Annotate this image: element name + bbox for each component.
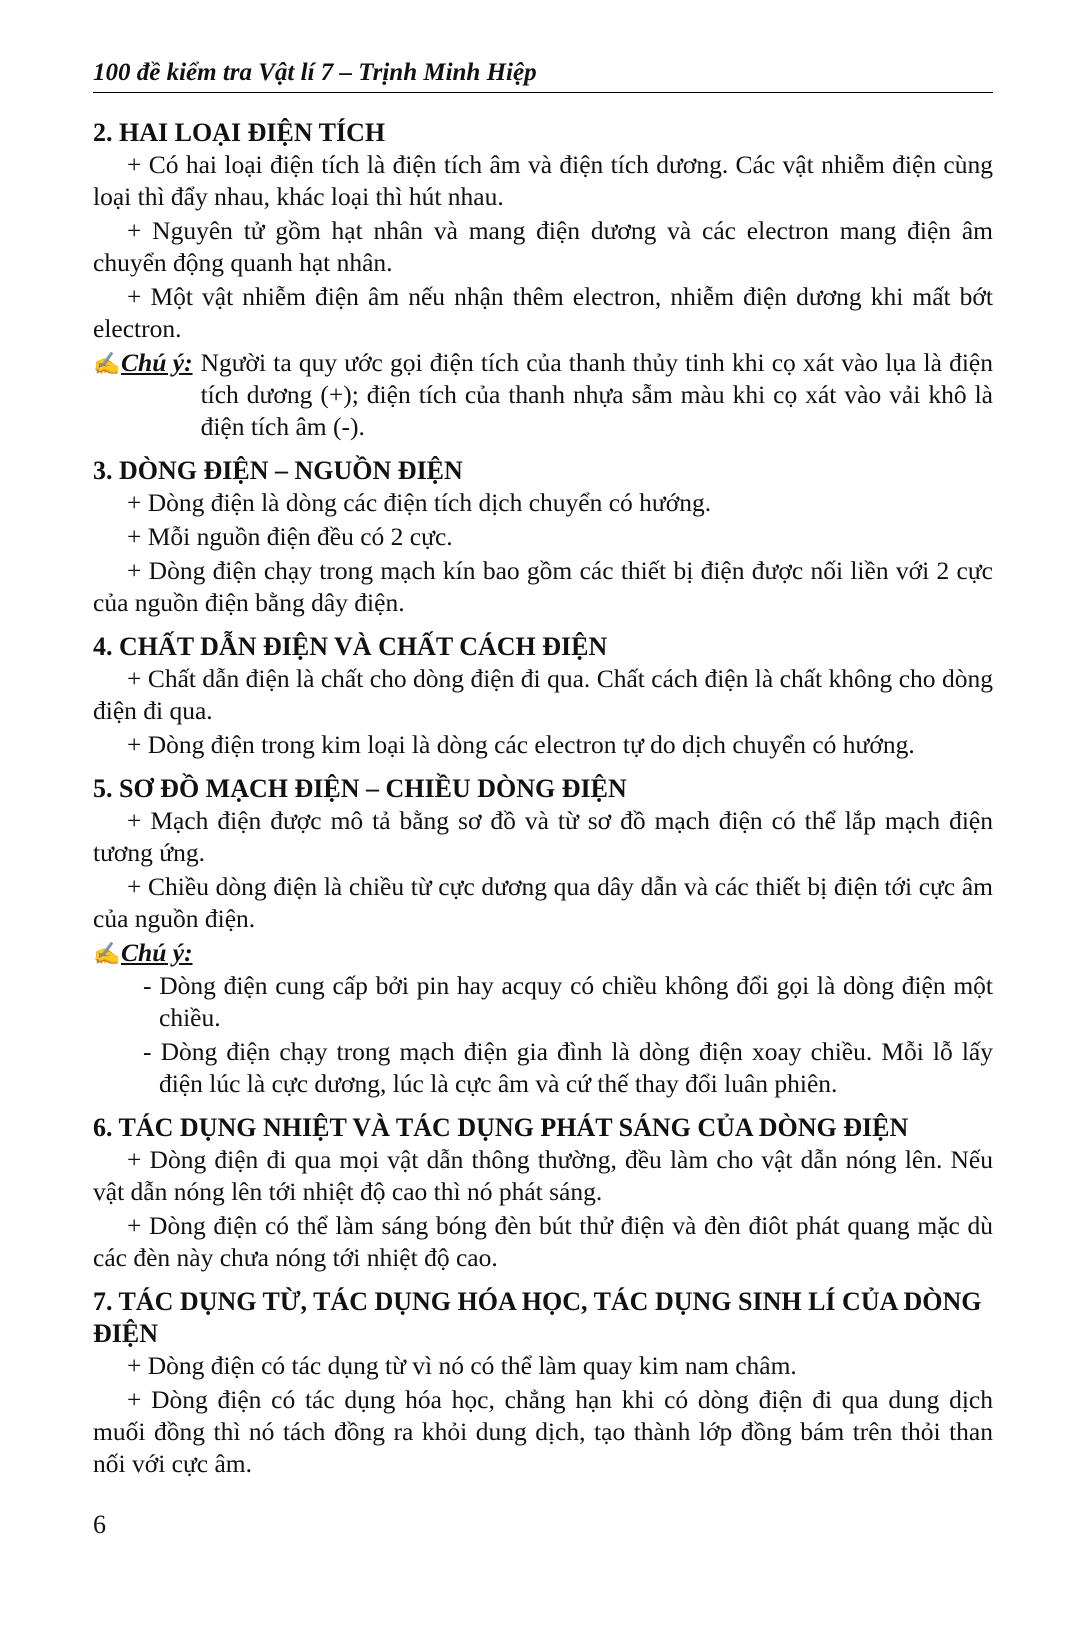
paragraph: + Dòng điện đi qua mọi vật dẫn thông thường, đều làm cho vật dẫn nóng lên. Nếu vật dẫn nóng lên tới nhiệt độ cao thì nó phát sáng. [93,1145,993,1206]
running-header: 100 đề kiểm tra Vật lí 7 – Trịnh Minh Hiệp [93,58,993,93]
pen-icon: ✍ [93,351,121,376]
note-bullet: - Dòng điện chạy trong mạch điện gia đình là dòng điện xoay chiều. Mỗi lỗ lấy điện lúc là cực dương, lúc là cực âm và cứ thế thay đổi luân phiên. [143,1037,993,1098]
note-text: Người ta quy ước gọi điện tích của thanh thủy tinh khi cọ xát vào lụa là điện tích dương (+); điện tích của thanh nhựa sẫm màu khi cọ xát vào vải khô là điện tích âm (-). [200,348,993,441]
section-title: 2. HAI LOẠI ĐIỆN TÍCH [93,118,386,147]
note-bullet: - Dòng điện cung cấp bởi pin hay acquy có chiều không đổi gọi là dòng điện một chiều. [143,971,993,1032]
paragraph: + Dòng điện có tác dụng từ vì nó có thể làm quay kim nam châm. [127,1351,797,1380]
paragraph: + Chất dẫn điện là chất cho dòng điện đi qua. Chất cách điện là chất không cho dòng điện đi qua. [93,664,993,725]
paragraph: + Chiều dòng điện là chiều từ cực dương qua dây dẫn và các thiết bị điện tới cực âm của nguồn điện. [93,872,993,933]
page-content [93,117,993,1480]
paragraph: + Dòng điện là dòng các điện tích dịch chuyển có hướng. [127,488,712,517]
section-title: 4. CHẤT DẪN ĐIỆN VÀ CHẤT CÁCH ĐIỆN [93,632,608,661]
page-number: 6 [93,1510,106,1539]
note [93,347,993,443]
pen-icon: ✍ [93,941,121,966]
paragraph: + Dòng điện trong kim loại là dòng các electron tự do dịch chuyển có hướng. [127,730,915,759]
note-label: Chú ý: [121,348,193,377]
paragraph: + Mạch điện được mô tả bằng sơ đồ và từ sơ đồ mạch điện có thể lắp mạch điện tương ứng. [93,806,993,867]
section-title: 7. TÁC DỤNG TỪ, TÁC DỤNG HÓA HỌC, TÁC DỤNG SINH LÍ CỦA DÒNG ĐIỆN [93,1287,982,1348]
paragraph: + Có hai loại điện tích là điện tích âm và điện tích dương. Các vật nhiễm điện cùng loại thì đẩy nhau, khác loại thì hút nhau. [93,150,993,211]
section-title: 5. SƠ ĐỒ MẠCH ĐIỆN – CHIỀU DÒNG ĐIỆN [93,774,627,803]
paragraph: + Nguyên tử gồm hạt nhân và mang điện dương và các electron mang điện âm chuyển động quanh hạt nhân. [93,216,993,277]
section-title: 6. TÁC DỤNG NHIỆT VÀ TÁC DỤNG PHÁT SÁNG CỦA DÒNG ĐIỆN [93,1113,909,1142]
note [93,937,993,1100]
section-title: 3. DÒNG ĐIỆN – NGUỒN ĐIỆN [93,456,463,485]
note-label: Chú ý: [121,938,193,967]
paragraph: + Mỗi nguồn điện đều có 2 cực. [127,522,453,551]
paragraph: + Một vật nhiễm điện âm nếu nhận thêm electron, nhiễm điện dương khi mất bớt electron. [93,282,993,343]
paragraph: + Dòng điện chạy trong mạch kín bao gồm các thiết bị điện được nối liền với 2 cực của nguồn điện bằng dây điện. [93,556,993,617]
paragraph: + Dòng điện có thể làm sáng bóng đèn bút thử điện và đèn điôt phát quang mặc dù các đèn này chưa nóng tới nhiệt độ cao. [93,1211,993,1272]
paragraph: + Dòng điện có tác dụng hóa học, chẳng hạn khi có dòng điện đi qua dung dịch muối đồng thì nó tách đồng ra khỏi dung dịch, tạo thành lớp đồng bám trên thỏi than nối với cực âm. [93,1385,993,1478]
